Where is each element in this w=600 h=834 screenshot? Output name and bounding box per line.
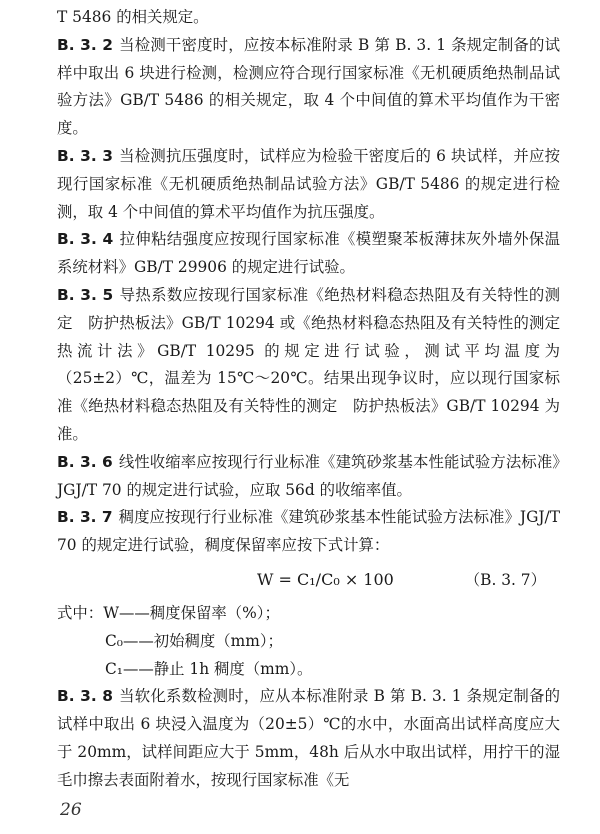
var-c1-text: C₁——静止 1h 稠度（mm）。 bbox=[105, 659, 313, 678]
clause-b32 bbox=[57, 32, 560, 143]
clause-number: B. 3. 4 bbox=[57, 230, 114, 249]
paragraph-continuation bbox=[57, 4, 560, 32]
variable-c0 bbox=[57, 628, 560, 656]
clause-text: 线性收缩率应按现行行业标准《建筑砂浆基本性能试验方法标准》JGJ/T 70 的规定进行试验，应取 56d 的收缩率值。 bbox=[57, 452, 560, 499]
clause-text: 导热系数应按现行国家标准《绝热材料稳态热阻及有关特性的测定 防护热板法》GB/T 10294 或《绝热材料稳态热阻及有关特性的测定 热流计法》GB/T 10295 的规定进行试验，测试平均温度为（25±2）℃，温差为 15℃～20℃。结果出现争议时，应以现行国家标准《绝热材料稳态热阻及有关特性的测定 防护热板法》GB/T 10294 为准。 bbox=[57, 285, 576, 443]
clause-b34 bbox=[57, 226, 560, 282]
clause-text: 当软化系数检测时，应从本标准附录 B 第 B. 3. 1 条规定制备的试样中取出 6 块浸入温度为（20±5）℃的水中，水面高出试样高度应大于 20mm，试样间距应大于 5mm，48h 后从水中取出试样，用拧干的湿毛巾擦去表面附着水，按现行国家标准《无 bbox=[57, 687, 560, 789]
page-number: 26 bbox=[60, 800, 82, 820]
continuation-text: T 5486 的相关规定。 bbox=[57, 8, 209, 26]
clause-b35 bbox=[57, 282, 576, 449]
formula-equation: W = C₁/C₀ × 100 bbox=[257, 569, 394, 589]
body-text bbox=[57, 4, 576, 795]
clause-text: 稠度应按现行行业标准《建筑砂浆基本性能试验方法标准》JGJ/T 70 的规定进行试验，稠度保留率应按下式计算： bbox=[57, 508, 560, 555]
clause-text: 当检测抗压强度时，试样应为检验干密度后的 6 块试样，并应按现行国家标准《无机硬质绝热制品试验方法》GB/T 5486 的规定进行检测，取 4 个中间值的算术平均值作为抗压强度。 bbox=[57, 146, 560, 221]
clause-number: B. 3. 7 bbox=[57, 508, 113, 527]
clause-text: 拉伸粘结强度应按现行国家标准《模塑聚苯板薄抹灰外墙外保温系统材料》GB/T 29906 的规定进行试验。 bbox=[57, 230, 560, 277]
clause-number: B. 3. 3 bbox=[57, 146, 113, 165]
clause-b37 bbox=[57, 504, 560, 560]
clause-number: B. 3. 6 bbox=[57, 452, 113, 471]
clause-number: B. 3. 5 bbox=[57, 285, 114, 304]
variable-w bbox=[57, 600, 560, 628]
clause-number: B. 3. 2 bbox=[57, 35, 113, 54]
var-w-text: W——稠度保留率（%）； bbox=[103, 603, 280, 622]
formula-block bbox=[57, 560, 560, 600]
variable-definitions bbox=[57, 600, 560, 683]
clause-b33 bbox=[57, 143, 560, 226]
clause-text: 当检测干密度时，应按本标准附录 B 第 B. 3. 1 条规定制备的试样中取出 6 块进行检测，检测应符合现行国家标准《无机硬质绝热制品试验方法》GB/T 5486 的相关规定，取 4 个中间值的算术平均值作为干密度。 bbox=[57, 35, 560, 138]
clause-b38 bbox=[57, 683, 560, 794]
vars-intro: 式中： bbox=[57, 603, 104, 622]
clause-number: B. 3. 8 bbox=[57, 687, 113, 706]
var-c0-text: C₀——初始稠度（mm）； bbox=[105, 631, 283, 650]
clause-b36 bbox=[57, 449, 560, 505]
formula-number: （B. 3. 7） bbox=[464, 570, 546, 589]
variable-c1 bbox=[57, 656, 560, 684]
